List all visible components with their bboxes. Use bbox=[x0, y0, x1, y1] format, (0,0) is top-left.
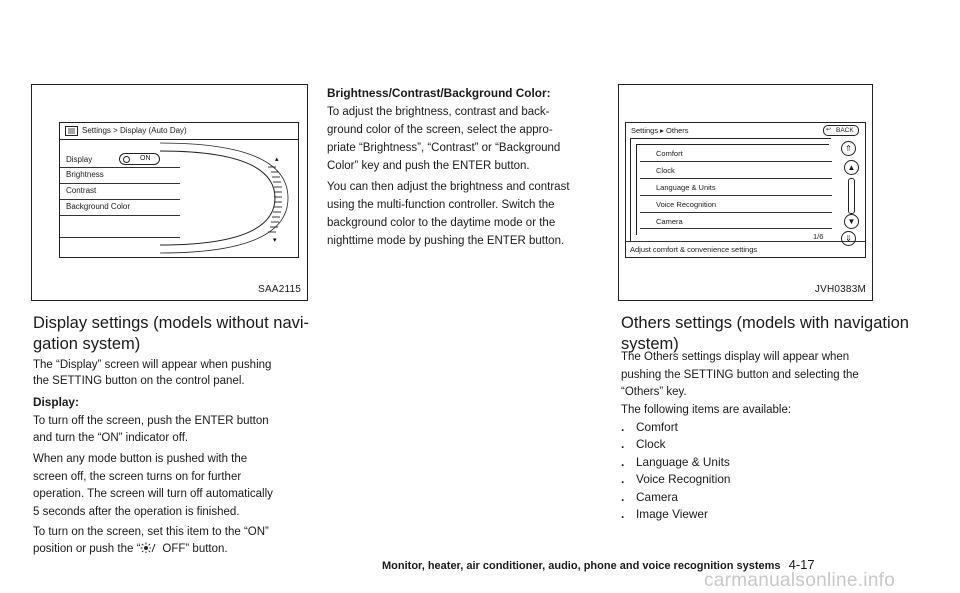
back-button[interactable] bbox=[823, 125, 859, 136]
text-line: using the multi-function controller. Switch the bbox=[327, 199, 555, 211]
text-line: The Others settings display will appear when bbox=[621, 351, 850, 363]
display-subheading: Display: bbox=[33, 395, 79, 409]
row-divider bbox=[640, 161, 832, 162]
screen-title: Settings > Display (Auto Day) bbox=[82, 126, 187, 135]
text-line: To adjust the brightness, contrast and back- bbox=[327, 106, 550, 118]
paragraph-mode-button bbox=[33, 451, 318, 521]
svg-text:▴: ▴ bbox=[275, 155, 279, 163]
back-label: BACK bbox=[836, 127, 854, 134]
item-text: Language & Units bbox=[636, 455, 730, 469]
text-line: Color” key and push the ENTER button. bbox=[327, 160, 530, 172]
text-line: nighttime mode by pushing the ENTER button. bbox=[327, 235, 565, 247]
item-text: Voice Recognition bbox=[636, 472, 731, 486]
text-line: You can then adjust the brightness and contrast bbox=[327, 181, 570, 193]
text-line: operation. The screen will turn off automatically bbox=[33, 488, 273, 500]
display-screen bbox=[59, 122, 299, 258]
paragraph-brightness bbox=[327, 103, 612, 175]
others-screen bbox=[625, 122, 866, 258]
text-fragment: position or push the “ bbox=[33, 543, 141, 555]
heading-line: gation system) bbox=[33, 335, 141, 353]
paragraph-available: The following items are available: bbox=[621, 404, 792, 416]
item-text: Image Viewer bbox=[636, 507, 708, 521]
paragraph-display-intro bbox=[33, 357, 318, 389]
page-number: 4-17 bbox=[788, 557, 815, 572]
on-toggle[interactable] bbox=[119, 153, 160, 165]
paragraph-adjust bbox=[327, 178, 612, 250]
scroll-top-icon[interactable]: ⇑ bbox=[841, 141, 856, 156]
bullet: . bbox=[621, 455, 625, 469]
bullet: . bbox=[621, 507, 625, 521]
text-fragment: OFF” button. bbox=[162, 543, 228, 555]
menu-item-contrast[interactable]: Contrast bbox=[66, 186, 97, 195]
text-line: When any mode button is pushed with the bbox=[33, 453, 248, 465]
text-line: screen off, the screen turns on for further bbox=[33, 470, 242, 483]
footer-hint: Adjust comfort & convenience settings bbox=[630, 245, 758, 254]
figure-others-settings bbox=[618, 84, 873, 301]
list-item-language-units[interactable]: Language & Units bbox=[656, 183, 716, 192]
bullet: . bbox=[621, 420, 625, 434]
list-item-comfort[interactable]: Comfort bbox=[656, 149, 683, 158]
footer-divider bbox=[626, 241, 865, 242]
item-text: Comfort bbox=[636, 420, 678, 434]
figure-caption: JVH0383M bbox=[814, 284, 866, 295]
breadcrumb: Settings ▸ Others bbox=[631, 126, 689, 135]
list-item-voice-recognition[interactable]: Voice Recognition bbox=[656, 200, 717, 209]
item-text: Camera bbox=[636, 490, 678, 504]
paragraph-others-intro bbox=[621, 349, 906, 402]
svg-text:▾: ▾ bbox=[273, 236, 277, 244]
text-line: the SETTING button on the control panel. bbox=[33, 375, 245, 387]
text-line: ground color of the screen, select the appro- bbox=[327, 124, 553, 136]
text-line: and turn the “ON” indicator off. bbox=[33, 432, 189, 444]
bullet: . bbox=[621, 437, 625, 451]
text-line: pushing the SETTING button and selecting the bbox=[621, 368, 859, 381]
row-divider bbox=[640, 228, 832, 229]
paragraph-turn-on bbox=[33, 524, 318, 558]
text-line: The “Display” screen will appear when pushing bbox=[33, 359, 272, 371]
scroll-bottom-icon[interactable]: ⇓ bbox=[841, 231, 856, 246]
text-line: To turn on the screen, set this item to the “ON” bbox=[33, 526, 269, 538]
section-heading-brightness: Brightness/Contrast/Background Color: bbox=[327, 86, 551, 100]
list-item-clock[interactable]: Clock bbox=[656, 166, 675, 175]
paragraph-turn-off bbox=[33, 413, 318, 447]
row-divider bbox=[640, 178, 832, 179]
menu-item-background-color[interactable]: Background Color bbox=[66, 202, 131, 211]
list-item-camera[interactable]: Camera bbox=[656, 217, 683, 226]
scrollbar[interactable] bbox=[848, 178, 855, 214]
section-heading-display bbox=[33, 313, 313, 355]
menu-item-display[interactable]: Display bbox=[66, 155, 93, 164]
heading-line: Others settings (models with navigation bbox=[621, 314, 909, 332]
text-line: priate “Brightness”, “Contrast” or “Background bbox=[327, 142, 561, 154]
item-text: Clock bbox=[636, 437, 666, 451]
scroll-up-icon[interactable]: ▲ bbox=[844, 160, 859, 175]
page-indicator: 1/6 bbox=[813, 232, 824, 241]
figure-display-settings bbox=[31, 84, 308, 301]
screen-header bbox=[60, 123, 298, 140]
text-line: “Others” key. bbox=[621, 386, 687, 398]
menu-item-brightness[interactable]: Brightness bbox=[66, 170, 104, 179]
settings-icon bbox=[65, 126, 78, 136]
text-line bbox=[33, 541, 318, 558]
toggle-label: ON bbox=[140, 155, 151, 162]
text-line: 5 seconds after the operation is finished. bbox=[33, 505, 240, 518]
row-divider bbox=[640, 195, 832, 196]
bullet: . bbox=[621, 472, 625, 486]
bullet: . bbox=[621, 490, 625, 504]
chapter-title: Monitor, heater, air conditioner, audio, phone and voice recognition systems bbox=[382, 560, 781, 572]
watermark: carmanualsonline.info bbox=[704, 570, 896, 591]
daynight-icon bbox=[140, 542, 162, 553]
indicator-icon bbox=[123, 156, 130, 163]
text-line: background color to the daytime mode or the bbox=[327, 217, 556, 229]
row-divider bbox=[640, 212, 832, 213]
heading-line: Display settings (models without navi- bbox=[33, 314, 310, 332]
figure-caption: SAA2115 bbox=[258, 284, 301, 295]
back-arrow-icon: ↩ bbox=[826, 127, 832, 133]
text-line: To turn off the screen, push the ENTER button bbox=[33, 415, 269, 427]
adjustment-scale[interactable] bbox=[160, 141, 290, 255]
scroll-down-icon[interactable]: ▼ bbox=[844, 214, 859, 229]
heading-line: system) bbox=[621, 335, 679, 353]
